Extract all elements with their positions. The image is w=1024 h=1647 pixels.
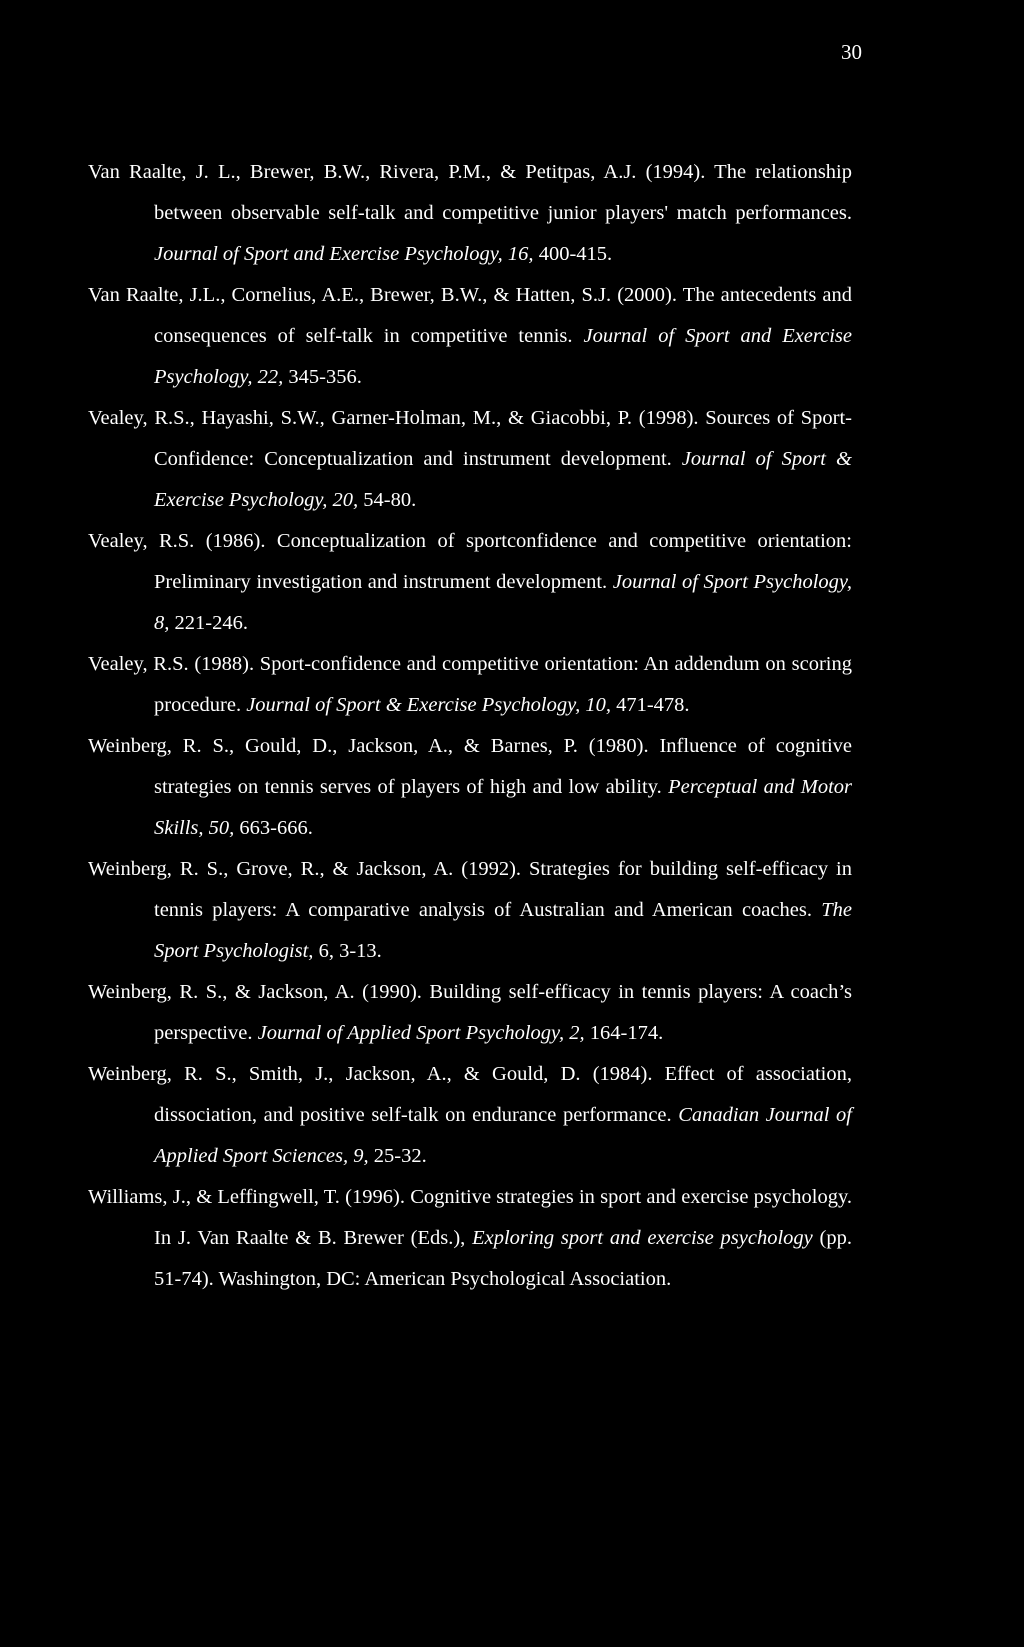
reference-source-title: Journal of Sport Psychology, 8, (154, 571, 852, 634)
reference-source-title: Perceptual and Motor Skills, 50, (154, 776, 852, 839)
reference-text: (pp. 51-74). Washington, DC: American Psychological Association. (154, 1227, 853, 1290)
reference-entry (88, 726, 852, 849)
reference-entry (88, 1054, 852, 1177)
reference-entry (88, 521, 852, 644)
reference-source-title: Journal of Sport and Exercise Psychology, 16, (154, 243, 534, 265)
reference-source-title: Journal of Sport & Exercise Psychology, 20, (154, 448, 852, 511)
reference-source-title: Canadian Journal of Applied Sport Sciences, 9, (154, 1104, 852, 1167)
reference-text: Van Raalte, J. L., Brewer, B.W., Rivera, P.M., & Petitpas, A.J. (1994). The relationship between observable self-talk and competitive junior players' match performances. (88, 161, 852, 224)
reference-text: Weinberg, R. S., & Jackson, A. (1990). Building self-efficacy in tennis players: A coach’s perspective. (88, 981, 852, 1044)
reference-text: 164-174. (584, 1022, 664, 1044)
reference-text: Vealey, R.S. (1988). Sport-confidence and competitive orientation: An addendum on scoring procedure. (88, 653, 852, 716)
reference-entry (88, 644, 852, 726)
reference-entry (88, 152, 852, 275)
reference-list (88, 152, 852, 1300)
reference-text: Williams, J., & Leffingwell, T. (1996). Cognitive strategies in sport and exercise psychology. In J. Van Raalte & B. Brewer (Eds.), (88, 1186, 852, 1249)
reference-entry (88, 1177, 852, 1300)
reference-text: Weinberg, R. S., Smith, J., Jackson, A., & Gould, D. (1984). Effect of association, dissociation, and positive self-talk on endurance performance. (88, 1063, 852, 1126)
reference-source-title: Exploring sport and exercise psychology (472, 1227, 813, 1249)
reference-entry (88, 398, 852, 521)
page-number: 30 (841, 40, 862, 64)
reference-text: 221-246. (169, 612, 248, 634)
reference-text: 54-80. (358, 489, 417, 511)
reference-source-title: Journal of Sport & Exercise Psychology, 10, (246, 694, 611, 716)
reference-text: 471-478. (610, 694, 690, 716)
reference-entry (88, 972, 852, 1054)
reference-entry (88, 849, 852, 972)
reference-text: Weinberg, R. S., Gould, D., Jackson, A., & Barnes, P. (1980). Influence of cognitive strategies on tennis serves of players of high and low ability. (88, 735, 852, 798)
reference-text: 663-666. (234, 817, 313, 839)
reference-source-title: Journal of Applied Sport Psychology, 2, (257, 1022, 585, 1044)
reference-text: 345-356. (283, 366, 362, 388)
reference-text: 25-32. (368, 1145, 427, 1167)
reference-text: Weinberg, R. S., Grove, R., & Jackson, A. (1992). Strategies for building self-efficacy in tennis players: A comparative analysis of Australian and American coaches. (88, 858, 852, 921)
reference-entry (88, 275, 852, 398)
reference-text: 400-415. (533, 243, 613, 265)
reference-source-title: The Sport Psychologist, (154, 899, 852, 962)
reference-text: Vealey, R.S., Hayashi, S.W., Garner-Holman, M., & Giacobbi, P. (1998). Sources of Sport-Confidence: Conceptualization and instrument development. (88, 407, 852, 470)
reference-text: Van Raalte, J.L., Cornelius, A.E., Brewer, B.W., & Hatten, S.J. (2000). The antecedents and consequences of self-talk in competitive tennis. (88, 284, 852, 347)
reference-source-title: Journal of Sport and Exercise Psychology, 22, (154, 325, 852, 388)
reference-text: 6, 3-13. (313, 940, 382, 962)
reference-text: Vealey, R.S. (1986). Conceptualization of sportconfidence and competitive orientation: Preliminary investigation and instrument development. (88, 530, 852, 593)
